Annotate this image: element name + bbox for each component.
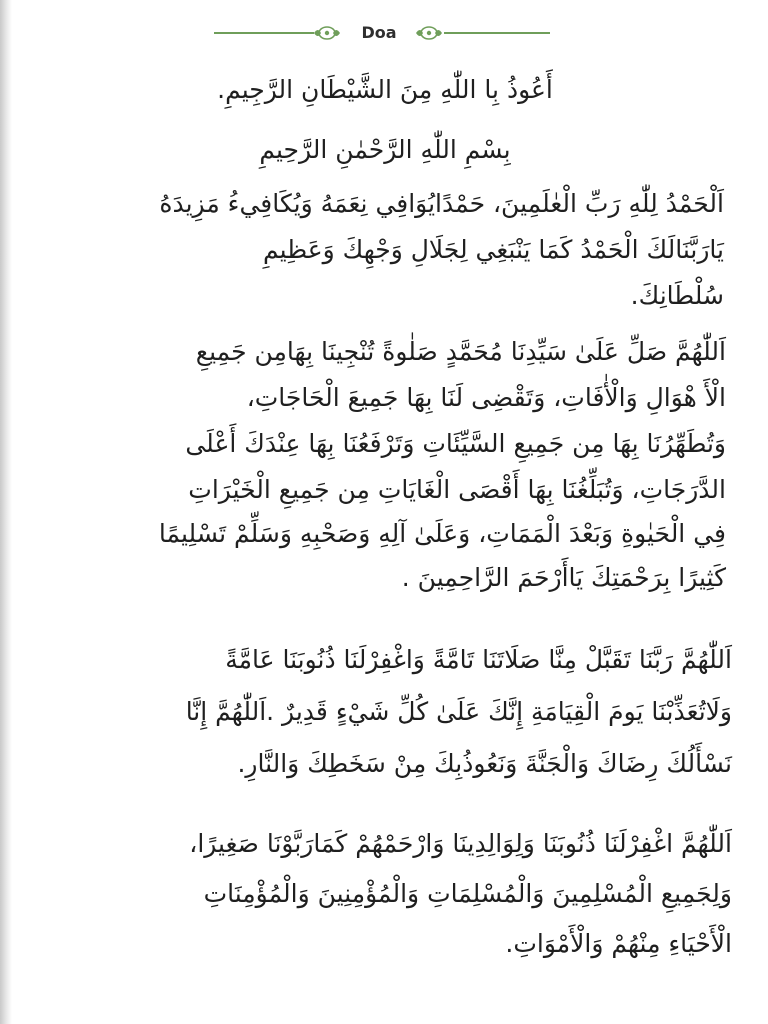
salawat-line: وَتُطَهِّرُنَا بِهَا مِن جَمِيعِ السَّيِّئَاتِ وَتَرْفَعُنَا بِهَا عِنْدَكَ أَعْلَى: [185, 429, 726, 458]
hamdalah-line: سُلْطَانِكَ.: [630, 281, 724, 310]
salawat-line: كَثِيرًا بِرَحْمَتِكَ يَاأَرْحَمَ الرَّاحِمِينَ .: [401, 563, 726, 592]
floral-ornament-icon: [312, 24, 342, 42]
salawat-line: فِي الْحَيٰوةِ وَبَعْدَ الْمَمَاتِ، وَعَلَىٰ آلِهِ وَصَحْبِهِ وَسَلِّمْ تَسْلِيمًا: [158, 519, 726, 548]
header-rule-left: [214, 32, 314, 34]
taawwudh-line: أَعُوذُ بِا اللّٰهِ مِنَ الشَّيْطَانِ الرَّجِيمِ.: [217, 75, 553, 104]
forgiveness-line: وَلَاتُعَذِّبْنَا يَومَ الْقِيَامَةِ إِنَّكَ عَلَىٰ كُلِّ شَيْءٍ قَدِيرٌ .اَللّٰهُمَّ إِنَّا: [185, 697, 732, 726]
basmala-line: بِسْمِ اللّٰهِ الرَّحْمٰنِ الرَّحِيمِ: [259, 135, 511, 164]
parents-line: الْأَحْيَاءِ مِنْهُمْ وَالْأَمْوَاتِ.: [505, 929, 732, 958]
forgiveness-line: نَسْأَلُكَ رِضَاكَ وَالْجَنَّةَ وَنَعُوذُبِكَ مِنْ سَخَطِكَ وَالنَّارِ.: [237, 749, 732, 778]
floral-ornament-icon: [414, 24, 444, 42]
salawat-line: اَللّٰهُمَّ صَلِّ عَلَىٰ سَيِّدِنَا مُحَمَّدٍ صَلٰوةً تُنْجِينَا بِهَامِن جَمِيعِ: [195, 337, 726, 366]
parents-line: اَللّٰهُمَّ اغْفِرْلَنَا ذُنُوبَنَا وَلِوَالِدِينَا وَارْحَمْهُمْ كَمَارَبَّوْنَا صَغِيرًا،: [189, 829, 732, 858]
page-title: Doa: [361, 23, 397, 42]
scan-edge-shadow: [0, 0, 12, 1024]
salawat-line: الْأَ هْوَالِ وَالْأٰفَاتِ، وَتَقْضِى لَنَا بِهَا جَمِيعَ الْحَاجَاتِ،: [246, 383, 726, 412]
parents-line: وَلِجَمِيعِ الْمُسْلِمِينَ وَالْمُسْلِمَاتِ وَالْمُؤْمِنِينَ وَالْمُؤْمِنَاتِ: [203, 879, 732, 908]
hamdalah-line: يَارَبَّنَالَكَ الْحَمْدُ كَمَا يَنْبَغِي لِجَلَالِ وَجْهِكَ وَعَظِيمِ: [263, 235, 724, 264]
hamdalah-line: اَلْحَمْدُ لِلّٰهِ رَبِّ الْعٰلَمِينَ، حَمْدًايُوَافِي نِعَمَهُ وَيُكَافِيءُ مَزِيدَهُ: [159, 189, 724, 218]
header-rule-right: [444, 32, 550, 34]
forgiveness-line: اَللّٰهُمَّ رَبَّنَا تَقَبَّلْ مِنَّا صَلَاتَنَا تَامَّةً وَاغْفِرْلَنَا ذُنُوبَنَا عَامَّةً: [225, 645, 732, 674]
salawat-line: الدَّرَجَاتِ، وَتُبَلِّغُنَا بِهَا أَقْصَى الْغَايَاتِ مِن جَمِيعِ الْخَيْرَاتِ: [188, 475, 726, 504]
page-header: [0, 22, 768, 44]
